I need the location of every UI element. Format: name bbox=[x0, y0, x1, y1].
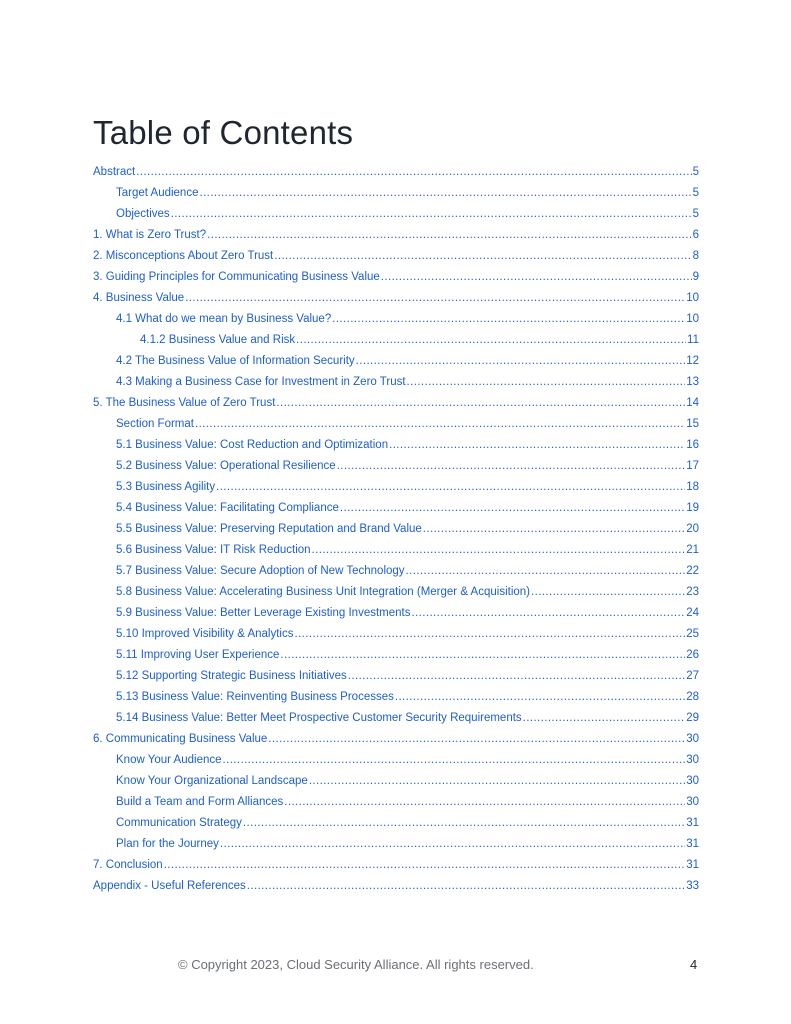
toc-entry-label: Build a Team and Form Alliances bbox=[116, 796, 284, 808]
toc-dot-leader bbox=[348, 670, 685, 682]
toc-entry-page-number: 6 bbox=[692, 229, 699, 241]
toc-entry-label: 5.14 Business Value: Better Meet Prospective Customer Security Requirements bbox=[116, 712, 522, 724]
toc-entry[interactable] bbox=[93, 628, 699, 649]
toc-entry-label: 5.9 Business Value: Better Leverage Existing Investments bbox=[116, 607, 411, 619]
toc-entry-page-number: 10 bbox=[686, 292, 699, 304]
toc-entry-label: 5.2 Business Value: Operational Resilience bbox=[116, 460, 336, 472]
toc-entry-label: 3. Guiding Principles for Communicating Business Value bbox=[93, 271, 380, 283]
footer-copyright: © Copyright 2023, Cloud Security Alliance. All rights reserved. bbox=[178, 957, 534, 972]
toc-entry[interactable] bbox=[93, 670, 699, 691]
toc-entry-label: 4.3 Making a Business Case for Investment in Zero Trust bbox=[116, 376, 406, 388]
toc-dot-leader bbox=[207, 229, 691, 241]
toc-entry[interactable] bbox=[93, 523, 699, 544]
toc-entry[interactable] bbox=[93, 376, 699, 397]
toc-dot-leader bbox=[136, 166, 691, 178]
toc-entry[interactable] bbox=[93, 313, 699, 334]
toc-dot-leader bbox=[216, 481, 685, 493]
toc-dot-leader bbox=[406, 565, 686, 577]
toc-entry-label: Appendix - Useful References bbox=[93, 880, 246, 892]
toc-entry[interactable] bbox=[93, 397, 699, 418]
toc-dot-leader bbox=[309, 775, 685, 787]
toc-entry-label: 7. Conclusion bbox=[93, 859, 163, 871]
toc-entry-label: 2. Misconceptions About Zero Trust bbox=[93, 250, 274, 262]
toc-entry[interactable] bbox=[93, 271, 699, 292]
toc-entry[interactable] bbox=[93, 187, 699, 208]
toc-entry-label: 5.1 Business Value: Cost Reduction and Optimization bbox=[116, 439, 389, 451]
toc-entry-page-number: 15 bbox=[686, 418, 699, 430]
toc-entry-page-number: 9 bbox=[692, 271, 699, 283]
toc-entry-label: Abstract bbox=[93, 166, 136, 178]
toc-entry-label: 4.1 What do we mean by Business Value? bbox=[116, 313, 332, 325]
toc-dot-leader bbox=[195, 418, 685, 430]
toc-entry[interactable] bbox=[93, 607, 699, 628]
toc-entry[interactable] bbox=[93, 880, 699, 901]
toc-entry[interactable] bbox=[93, 481, 699, 502]
toc-entry-label: 4. Business Value bbox=[93, 292, 185, 304]
toc-entry-label: Know Your Audience bbox=[116, 754, 222, 766]
toc-entry-page-number: 19 bbox=[686, 502, 699, 514]
toc-entry-page-number: 23 bbox=[686, 586, 699, 598]
toc-entry-label: Communication Strategy bbox=[116, 817, 242, 829]
toc-entry-label: 5.5 Business Value: Preserving Reputation and Brand Value bbox=[116, 523, 422, 535]
toc-entry-label: 5.12 Supporting Strategic Business Initiatives bbox=[116, 670, 347, 682]
toc-entry-page-number: 21 bbox=[686, 544, 699, 556]
toc-entry-label: 6. Communicating Business Value bbox=[93, 733, 268, 745]
toc-entry-page-number: 30 bbox=[686, 796, 699, 808]
toc-dot-leader bbox=[294, 628, 685, 640]
toc-dot-leader bbox=[185, 292, 685, 304]
toc-entry[interactable] bbox=[93, 754, 699, 775]
toc-dot-leader bbox=[276, 397, 685, 409]
toc-entry[interactable] bbox=[93, 502, 699, 523]
toc-entry[interactable] bbox=[93, 586, 699, 607]
toc-dot-leader bbox=[284, 796, 685, 808]
toc-dot-leader bbox=[423, 523, 685, 535]
toc-dot-leader bbox=[268, 733, 685, 745]
toc-dot-leader bbox=[274, 250, 691, 262]
toc-dot-leader bbox=[389, 439, 685, 451]
toc-entry-page-number: 33 bbox=[686, 880, 699, 892]
toc-entry-label: 5.6 Business Value: IT Risk Reduction bbox=[116, 544, 311, 556]
toc-entry-page-number: 20 bbox=[686, 523, 699, 535]
toc-entry[interactable] bbox=[93, 649, 699, 670]
toc-entry-page-number: 30 bbox=[686, 775, 699, 787]
toc-entry[interactable] bbox=[93, 565, 699, 586]
toc-dot-leader bbox=[312, 544, 686, 556]
toc-entry-page-number: 30 bbox=[686, 733, 699, 745]
toc-dot-leader bbox=[407, 376, 686, 388]
toc-entry[interactable] bbox=[93, 733, 699, 754]
toc-entry-page-number: 30 bbox=[686, 754, 699, 766]
toc-entry-page-number: 10 bbox=[686, 313, 699, 325]
toc-entry-page-number: 31 bbox=[686, 817, 699, 829]
toc-entry-label: 5.10 Improved Visibility & Analytics bbox=[116, 628, 294, 640]
toc-dot-leader bbox=[395, 691, 685, 703]
toc-entry[interactable] bbox=[93, 208, 699, 229]
toc-entry[interactable] bbox=[93, 775, 699, 796]
toc-entry-page-number: 12 bbox=[686, 355, 699, 367]
toc-entry[interactable] bbox=[93, 439, 699, 460]
toc-entry-page-number: 13 bbox=[686, 376, 699, 388]
toc-dot-leader bbox=[164, 859, 686, 871]
toc-dot-leader bbox=[171, 208, 692, 220]
toc-entry-page-number: 24 bbox=[686, 607, 699, 619]
toc-entry-page-number: 14 bbox=[686, 397, 699, 409]
toc-entry[interactable] bbox=[93, 796, 699, 817]
toc-entry-page-number: 5 bbox=[692, 166, 699, 178]
toc-entry[interactable] bbox=[93, 250, 699, 271]
toc-entry-page-number: 8 bbox=[692, 250, 699, 262]
toc-entry[interactable] bbox=[93, 166, 699, 187]
toc-entry[interactable] bbox=[93, 334, 699, 355]
toc-entry-page-number: 16 bbox=[686, 439, 699, 451]
toc-entry-label: 5.3 Business Agility bbox=[116, 481, 216, 493]
toc-entry-page-number: 29 bbox=[686, 712, 699, 724]
toc-entry-label: 1. What is Zero Trust? bbox=[93, 229, 207, 241]
toc-entry[interactable] bbox=[93, 859, 699, 880]
toc-dot-leader bbox=[523, 712, 686, 724]
page-title: Table of Contents bbox=[93, 114, 354, 151]
toc-entry-label: 5. The Business Value of Zero Trust bbox=[93, 397, 276, 409]
toc-dot-leader bbox=[340, 502, 685, 514]
footer-page-number: 4 bbox=[690, 957, 698, 972]
toc-entry-label: Target Audience bbox=[116, 187, 199, 199]
toc-entry-label: Plan for the Journey bbox=[116, 838, 219, 850]
toc-entry-page-number: 28 bbox=[686, 691, 699, 703]
toc-dot-leader bbox=[356, 355, 686, 367]
toc-dot-leader bbox=[381, 271, 692, 283]
toc-entry-page-number: 18 bbox=[686, 481, 699, 493]
toc-entry[interactable] bbox=[93, 229, 699, 250]
toc-entry[interactable] bbox=[93, 418, 699, 439]
toc-entry-page-number: 22 bbox=[686, 565, 699, 577]
toc-entry-page-number: 25 bbox=[686, 628, 699, 640]
toc-entry-label: Section Format bbox=[116, 418, 194, 430]
toc-entry-label: Objectives bbox=[116, 208, 170, 220]
toc-entry-label: 5.11 Improving User Experience bbox=[116, 649, 280, 661]
toc-entry[interactable] bbox=[93, 292, 699, 313]
toc-dot-leader bbox=[243, 817, 685, 829]
toc-entry-page-number: 31 bbox=[686, 859, 699, 871]
toc-dot-leader bbox=[247, 880, 685, 892]
toc-entry[interactable] bbox=[93, 817, 699, 838]
toc-entry-label: 4.2 The Business Value of Information Security bbox=[116, 355, 355, 367]
toc-entry-page-number: 17 bbox=[686, 460, 699, 472]
toc-entry-label: 5.4 Business Value: Facilitating Compliance bbox=[116, 502, 339, 514]
toc-entry-page-number: 5 bbox=[692, 187, 699, 199]
toc-dot-leader bbox=[199, 187, 691, 199]
toc-entry[interactable] bbox=[93, 712, 699, 733]
toc-entry-page-number: 5 bbox=[692, 208, 699, 220]
toc-entry-label: 5.8 Business Value: Accelerating Business Unit Integration (Merger & Acquisition) bbox=[116, 586, 530, 598]
toc-entry-page-number: 31 bbox=[686, 838, 699, 850]
toc-entry[interactable] bbox=[93, 460, 699, 481]
toc-entry[interactable] bbox=[93, 838, 699, 859]
table-of-contents bbox=[93, 166, 699, 901]
toc-entry-label: 5.13 Business Value: Reinventing Business Processes bbox=[116, 691, 394, 703]
toc-dot-leader bbox=[223, 754, 686, 766]
toc-entry[interactable] bbox=[93, 544, 699, 565]
toc-dot-leader bbox=[220, 838, 685, 850]
toc-dot-leader bbox=[337, 460, 686, 472]
toc-entry-label: 5.7 Business Value: Secure Adoption of New Technology bbox=[116, 565, 405, 577]
toc-entry-page-number: 26 bbox=[686, 649, 699, 661]
toc-entry-label: Know Your Organizational Landscape bbox=[116, 775, 308, 787]
toc-dot-leader bbox=[296, 334, 686, 346]
toc-entry[interactable] bbox=[93, 691, 699, 712]
toc-entry[interactable] bbox=[93, 355, 699, 376]
toc-entry-page-number: 11 bbox=[687, 334, 699, 346]
toc-dot-leader bbox=[531, 586, 685, 598]
toc-entry-page-number: 27 bbox=[686, 670, 699, 682]
toc-dot-leader bbox=[332, 313, 685, 325]
toc-dot-leader bbox=[280, 649, 685, 661]
toc-entry-label: 4.1.2 Business Value and Risk bbox=[140, 334, 296, 346]
toc-dot-leader bbox=[411, 607, 685, 619]
